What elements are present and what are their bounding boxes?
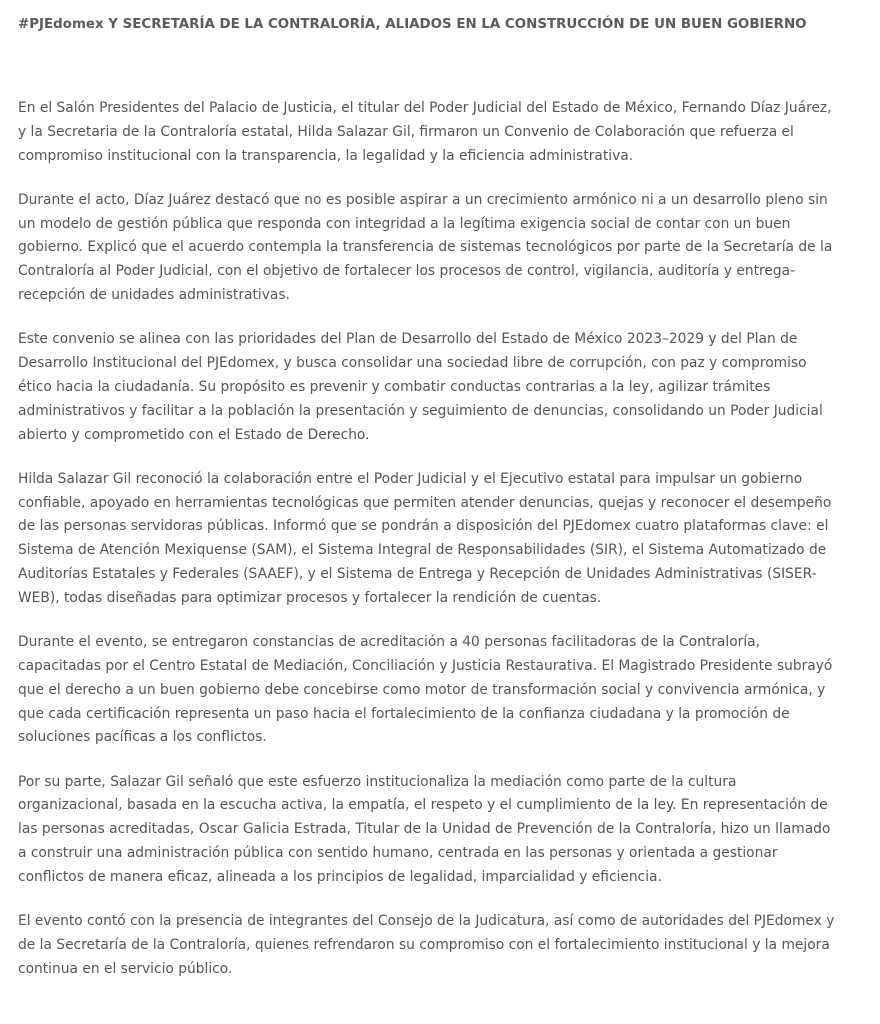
- article-paragraph: El evento contó con la presencia de integrantes del Consejo de la Judicatura, así como de autoridades del PJEdomex y de la Secretaría de la Contraloría, quienes refrendaron su compromiso con el fortalecimiento institucional y la mejora continua en el servicio público.: [18, 913, 835, 977]
- article-body: [18, 97, 840, 982]
- article-paragraph: Este convenio se alinea con las prioridades del Plan de Desarrollo del Estado de México 2023–2029 y del Plan de Desarrollo Institucional del PJEdomex, y busca consolidar una sociedad libre de corrupción, con paz y compromiso ético hacia la ciudadanía. Su propósito es prevenir y combatir conductas contrarias a la ley, agilizar trámites administrativos y facilitar a la población la presentación y seguimiento de denuncias, consolidando un Poder Judicial abierto y comprometido con el Estado de Derecho.: [18, 331, 823, 443]
- article-paragraph: Por su parte, Salazar Gil señaló que este esfuerzo institucionaliza la mediación como parte de la cultura organizacional, basada en la escucha activa, la empatía, el respeto y el cumplimiento de la ley. En representación de las personas acreditadas, Oscar Galicia Estrada, Titular de la Unidad de Prevención de la Contraloría, hizo un llamado a construir una administración pública con sentido humano, centrada en las personas y orientada a gestionar conflictos de manera eficaz, alineada a los principios de legalidad, imparcialidad y eficiencia.: [18, 773, 831, 885]
- article-title: #PJEdomex Y SECRETARÍA DE LA CONTRALORÍA, ALIADOS EN LA CONSTRUCCIÓN DE UN BUEN GOBIERNO: [18, 17, 807, 32]
- article-paragraph: Durante el acto, Díaz Juárez destacó que no es posible aspirar a un crecimiento armónico ni a un desarrollo pleno sin un modelo de gestión pública que responda con integridad a la legítima exigencia social de contar con un buen gobierno. Explicó que el acuerdo contempla la transferencia de sistemas tecnológicos por parte de la Secretaría de la Contraloría al Poder Judicial, con el objetivo de fortalecer los procesos de control, vigilancia, auditoría y entrega-recepción de unidades administrativas.: [18, 191, 833, 304]
- article-paragraph: Hilda Salazar Gil reconoció la colaboración entre el Poder Judicial y el Ejecutivo estatal para impulsar un gobierno confiable, apoyado en herramientas tecnológicas que permiten atender denuncias, quejas y reconocer el desempeño de las personas servidoras públicas. Informó que se pondrán a disposición del PJEdomex cuatro plataformas clave: el Sistema de Atención Mexiquense (SAM), el Sistema Integral de Responsabilidades (SIR), el Sistema Automatizado de Auditorías Estatales y Federales (SAAEF), y el Sistema de Entrega y Recepción de Unidades Administrativas (SISER-WEB), todas diseñadas para optimizar procesos y fortalecer la rendición de cuentas.: [18, 470, 832, 606]
- article-paragraph: En el Salón Presidentes del Palacio de Justicia, el titular del Poder Judicial del Estado de México, Fernando Díaz Juárez, y la Secretaria de la Contraloría estatal, Hilda Salazar Gil, firmaron un Convenio de Colaboración que refuerza el compromiso institucional con la transparencia, la legalidad y la eficiencia administrativa.: [18, 100, 832, 164]
- article-paragraph: Durante el evento, se entregaron constancias de acreditación a 40 personas facilitadoras de la Contraloría, capacitadas por el Centro Estatal de Mediación, Conciliación y Justicia Restaurativa. El Magistrado Presidente subrayó que el derecho a un buen gobierno debe concebirse como motor de transformación social y convivencia armónica, y que cada certificación representa un paso hacia el fortalecimiento de la confianza ciudadana y la promoción de soluciones pacíficas a los conflictos.: [18, 634, 833, 746]
